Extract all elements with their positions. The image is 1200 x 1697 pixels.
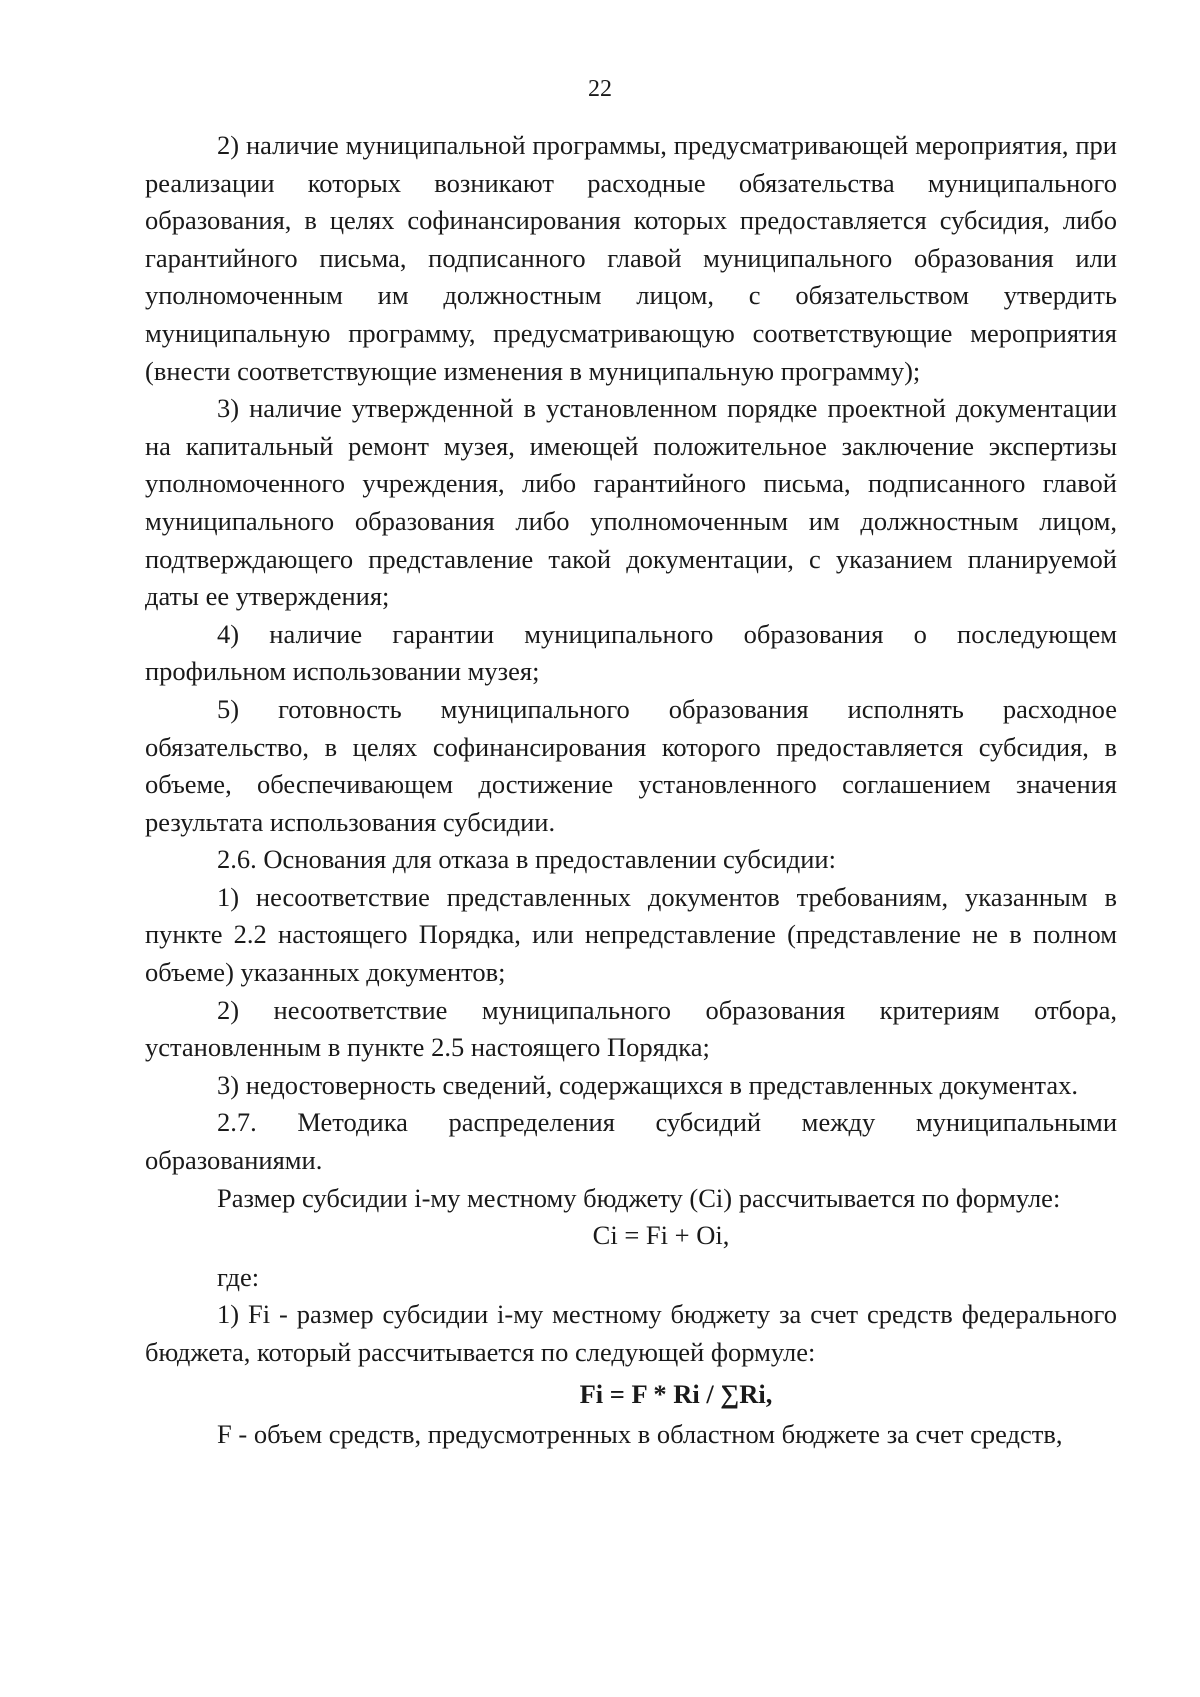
paragraph-subsidy-size: Размер субсидии i-му местному бюджету (Ci) рассчитывается по формуле:: [217, 1182, 1061, 1213]
section-heading-2-6: 2.6. Основания для отказа в предоставлении субсидии:: [217, 844, 836, 875]
paragraph-refusal-2: 2) несоответствие муниципального образования критериям отбора, установленным в пункте 2.5 настоящего Порядка;: [145, 994, 1117, 1063]
paragraph-fi-definition: 1) Fi - размер субсидии i-му местному бюджету за счет средств федерального бюджета, который рассчитывается по следующей формуле:: [145, 1299, 1117, 1367]
paragraph-where: где:: [217, 1261, 260, 1292]
document-body: [145, 127, 1117, 1453]
paragraph-refusal-1: 1) несоответствие представленных документов требованиям, указанным в пункте 2.2 настоящего Порядка, или непредставление (представление не в полном объеме) указанных документов;: [145, 881, 1117, 988]
formula-ci: Ci = Fi + Oi,: [592, 1220, 730, 1251]
page-number: 22: [588, 76, 612, 102]
paragraph-criterion-2: 2) наличие муниципальной программы, предусматривающей мероприятия, при реализации которых возникают расходные обязательства муниципального образования, в целях софинансирования которых предоставляется субсидия, либо гарантийного письма, подписанного главой муниципального образования или уполномоченным им должностным лицом, с обязательством утвердить муниципальную программу, предусматривающую соответствующие мероприятия (внести соответствующие изменения в муниципальную программу);: [145, 130, 1117, 386]
paragraph-f-definition: F - объем средств, предусмотренных в областном бюджете за счет средств,: [217, 1418, 1063, 1449]
paragraph-criterion-3: 3) наличие утвержденной в установленном порядке проектной документации на капитальный ремонт музея, имеющей положительное заключение экспертизы уполномоченного учреждения, либо гарантийного письма, подписанного главой муниципального образования либо уполномоченным им должностным лицом, подтверждающего представление такой документации, с указанием планируемой даты ее утверждения;: [145, 393, 1117, 612]
paragraph-refusal-3: 3) недостоверность сведений, содержащихся в представленных документах.: [217, 1069, 1078, 1100]
paragraph-criterion-5: 5) готовность муниципального образования исполнять расходное обязательство, в целях софинансирования которого предоставляется субсидия, в объеме, обеспечивающем достижение установленного соглашением значения результата использования субсидии.: [145, 693, 1117, 837]
paragraph-criterion-4: 4) наличие гарантии муниципального образования о последующем профильном использовании музея;: [145, 618, 1117, 687]
section-heading-2-7: 2.7. Методика распределения субсидий между муниципальными образованиями.: [145, 1107, 1117, 1176]
formula-fi: Fi = F * Ri / ∑Ri,: [579, 1378, 773, 1409]
